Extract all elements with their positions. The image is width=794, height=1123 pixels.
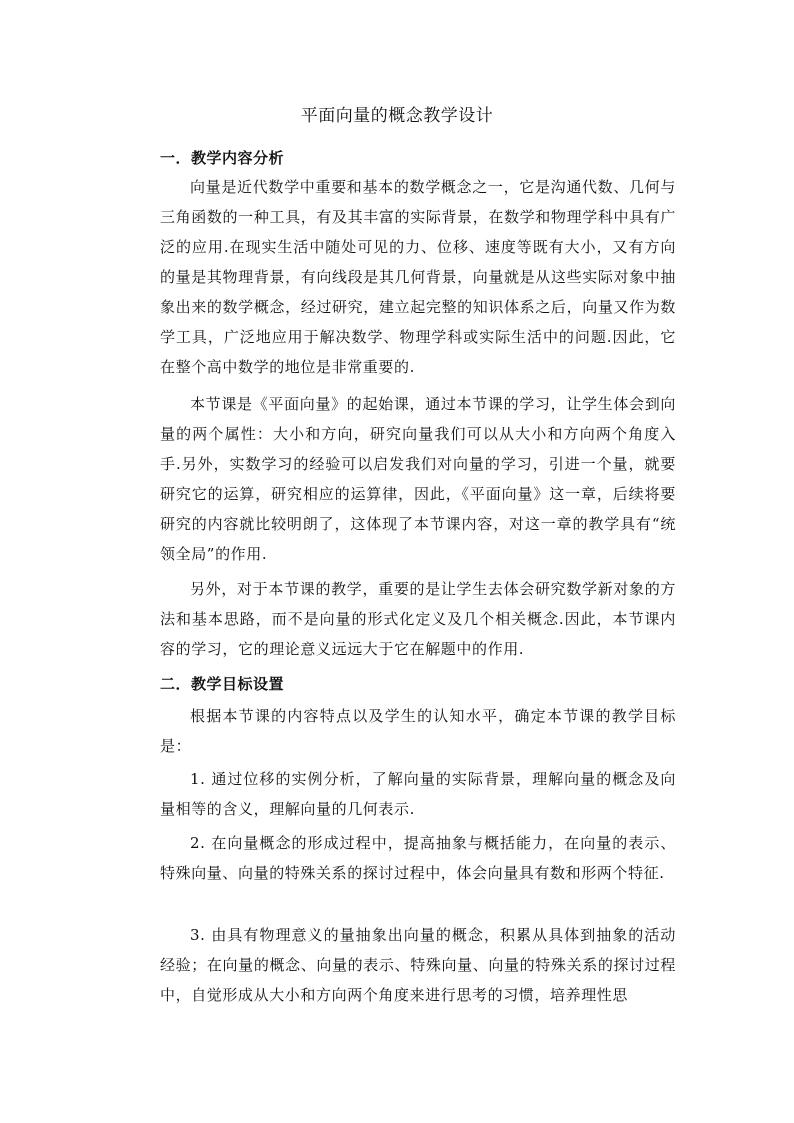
- goal-item-3: 3. 由具有物理意义的量抽象出向量的概念，积累从具体到抽象的活动经验；在向量的概念、向量的表示、特殊向量、向量的特殊关系的探讨过程中，自觉形成从大小和方向两个角度来进行思考的习惯，培养理性思: [160, 926, 676, 1004]
- paragraph-goals-intro: 根据本节课的内容特点以及学生的认知水平，确定本节课的教学目标是：: [160, 707, 676, 755]
- goal-item-1: 1. 通过位移的实例分析，了解向量的实际背景，理解向量的概念及向量相等的含义，理解向量的几何表示.: [160, 770, 676, 818]
- document-title: 平面向量的概念教学设计: [300, 106, 494, 126]
- goal-item-2: 2. 在向量概念的形成过程中，提高抽象与概括能力，在向量的表示、特殊向量、向量的特殊关系的探讨过程中，体会向量具有数和形两个特征.: [160, 834, 676, 882]
- paragraph-lesson-role: 本节课是《平面向量》的起始课，通过本节课的学习，让学生体会到向量的两个属性：大小和方向，研究向量我们可以从大小和方向两个角度入手.另外，实数学习的经验可以启发我们对向量的学习，引进一个量，就要研究它的运算，研究相应的运算律，因此，《平面向量》这一章，后续将要研究的内容就比较明朗了，这体现了本节课内容，对这一章的教学具有“统领全局”的作用.: [160, 395, 676, 563]
- section-heading-content-analysis: 一．教学内容分析: [160, 149, 285, 167]
- section-heading-teaching-goals: 二．教学目标设置: [160, 675, 285, 693]
- paragraph-teaching-focus: 另外，对于本节课的教学，重要的是让学生去体会研究数学新对象的方法和基本思路，而不是向量的形式化定义及几个相关概念.因此，本节课内容的学习，它的理论意义远远大于它在解题中的作用.: [160, 580, 676, 658]
- paragraph-vector-importance: 向量是近代数学中重要和基本的数学概念之一，它是沟通代数、几何与三角函数的一种工具，有及其丰富的实际背景，在数学和物理学科中具有广泛的应用.在现实生活中随处可见的力、位移、速度等既有大小，又有方向的量是其物理背景，有向线段是其几何背景，向量就是从这些实际对象中抽象出来的数学概念，经过研究，建立起完整的知识体系之后，向量又作为数学工具，广泛地应用于解决数学、物理学科或实际生活中的问题.因此，它在整个高中数学的地位是非常重要的.: [160, 178, 676, 376]
